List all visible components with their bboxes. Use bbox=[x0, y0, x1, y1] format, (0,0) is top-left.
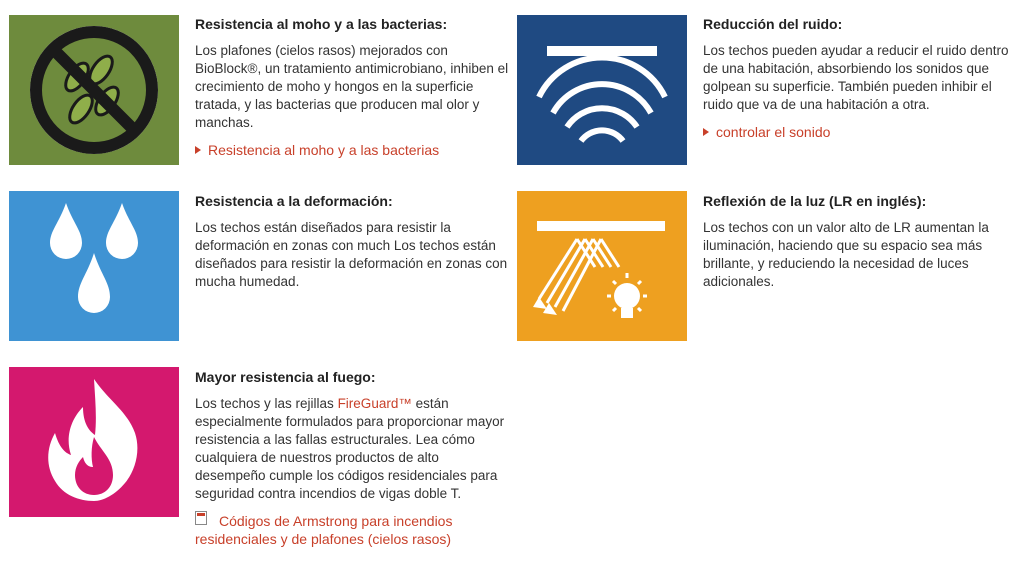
fireguard-link[interactable]: FireGuard™ bbox=[337, 396, 412, 411]
arrow-right-icon bbox=[703, 128, 709, 136]
feature-description: Los techos con un valor alto de LR aumentan la iluminación, haciendo que su espacio sea más brillante, y reduciendo la necesidad de luces adicionales. bbox=[703, 220, 989, 289]
light-reflection-icon bbox=[517, 191, 687, 341]
sound-control-link[interactable] bbox=[703, 123, 1021, 141]
feature-title: Resistencia a la deformación: bbox=[195, 193, 393, 209]
arrow-right-icon bbox=[195, 146, 201, 154]
armstrong-fire-codes-link[interactable] bbox=[195, 511, 513, 548]
flame-icon bbox=[9, 367, 179, 517]
link-label: Códigos de Armstrong para incendios residenciales y de plafones (cielos rasos) bbox=[195, 513, 453, 547]
feature-description: Los plafones (cielos rasos) mejorados con BioBlock®, un tratamiento antimicrobiano, inhiben el crecimiento de moho y hongos en la superficie tratada, y las bacterias que producen mal olor y manchas. bbox=[195, 43, 509, 130]
link-label: Resistencia al moho y a las bacterias bbox=[208, 142, 440, 158]
desc-text: Los techos y las rejillas bbox=[195, 396, 338, 411]
no-mold-icon bbox=[9, 15, 179, 165]
feature-title: Mayor resistencia al fuego: bbox=[195, 369, 376, 385]
feature-description: Los techos pueden ayudar a reducir el ruido dentro de una habitación, absorbiendo los sonidos que golpean su superficie. También pueden inhibir el ruido que va de una habitación a otra. bbox=[703, 43, 1009, 112]
desc-text: están especialmente formulados para proporcionar mayor resistencia a las fallas estructurales. Lea cómo cualquiera de nuestros productos de alto desempeño cumple los códigos residenciales para seguridad contra incendios de vigas doble T. bbox=[195, 396, 505, 501]
water-drops-icon bbox=[9, 191, 179, 341]
feature-title: Reducción del ruido: bbox=[703, 16, 843, 32]
feature-description: Los techos están diseñados para resistir la deformación en zonas con much Los techos están diseñados para resistir la deformación en zonas con mucha humedad. bbox=[195, 220, 508, 289]
feature-description bbox=[195, 395, 513, 503]
mold-resistance-link[interactable] bbox=[195, 141, 513, 159]
feature-title: Reflexión de la luz (LR en inglés): bbox=[703, 193, 927, 209]
link-label: controlar el sonido bbox=[716, 124, 831, 140]
sound-waves-icon bbox=[517, 15, 687, 165]
document-icon bbox=[195, 511, 207, 525]
feature-title: Resistencia al moho y a las bacterias: bbox=[195, 16, 448, 32]
